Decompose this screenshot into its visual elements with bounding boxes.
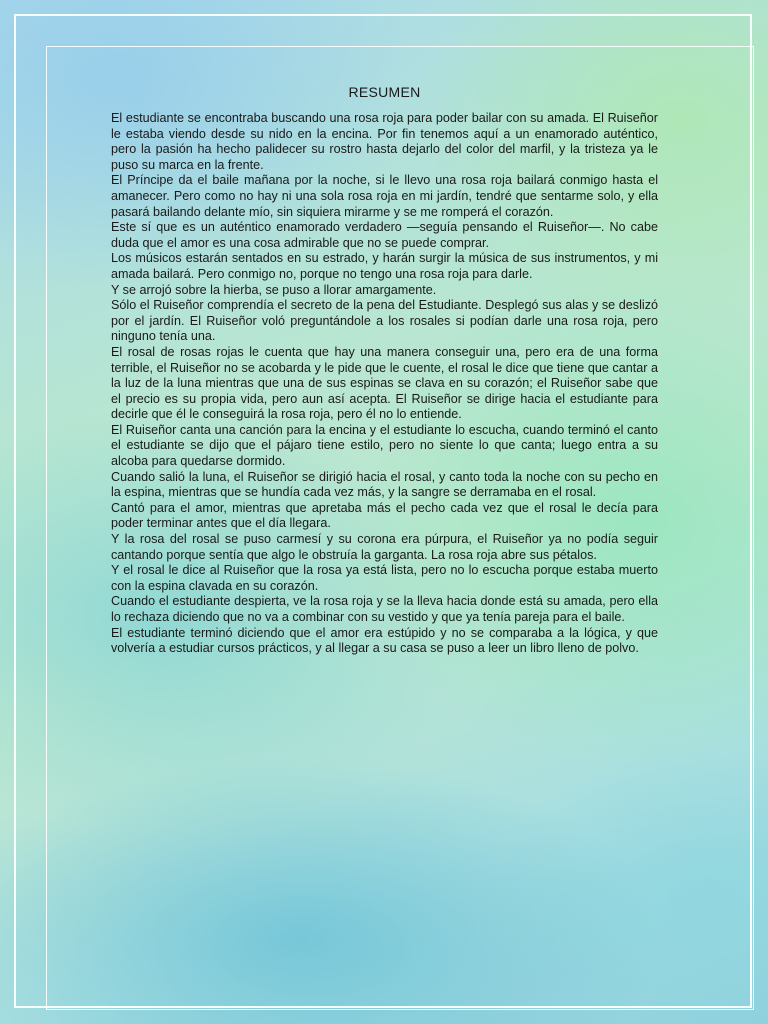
paragraph: Este sí que es un auténtico enamorado verdadero —seguía pensando el Ruiseñor—. No cabe duda que el amor es una cosa admirable que no se puede comprar. [111, 220, 658, 250]
paragraph: Cantó para el amor, mientras que apretaba más el pecho cada vez que el rosal le decía para poder terminar antes que el día llegara. [111, 500, 658, 531]
paragraph: El estudiante se encontraba buscando una rosa roja para poder bailar con su amada. El Ruiseñor le estaba viendo desde su nido en la encina. Por fin tenemos aquí a un enamorado auténtico, pero la pasión ha hecho palidecer su rostro hasta dejarlo del color del marfil, y la tristeza ya le puso su marca en la frente. [111, 111, 658, 172]
paragraph: Cuando el estudiante despierta, ve la rosa roja y se la lleva hacia donde está su amada, pero ella lo rechaza diciendo que no va a combinar con su vestido y que ya tenía pareja para el baile. [111, 594, 658, 624]
paragraph: Sólo el Ruiseñor comprendía el secreto de la pena del Estudiante. Desplegó sus alas y se deslizó por el jardín. El Ruiseñor voló preguntándole a los rosales si podían darle una rosa roja, pero ninguno tenía una. [111, 298, 658, 344]
paragraph: El estudiante terminó diciendo que el amor era estúpido y no se comparaba a la lógica, y que volvería a estudiar cursos prácticos, y al llegar a su casa se puso a leer un libro lleno de polvo. [111, 625, 658, 656]
paragraph: El Ruiseñor canta una canción para la encina y el estudiante lo escucha, cuando terminó el canto el estudiante se dijo que el pájaro tiene estilo, pero no siente lo que canta; luego entra a su alcoba para quedarse dormido. [111, 422, 658, 469]
paragraph: El rosal de rosas rojas le cuenta que hay una manera conseguir una, pero era de una forma terrible, el Ruiseñor no se acobarda y le pide que le cuente, el rosal le dice que tiene que cantar a la luz de la luna mientras que una de sus espinas se clava en su corazón; el Ruiseñor sabe que el precio es su propia vida, pero aun así acepta. El Ruiseñor se dirige hacia el estudiante para decirle que él le conseguirá la rosa roja, pero él no lo entiende. [111, 344, 658, 422]
document-body [111, 84, 658, 657]
paragraph: Y el rosal le dice al Ruiseñor que la rosa ya está lista, pero no lo escucha porque estaba muerto con la espina clavada en su corazón. [111, 563, 658, 593]
document-title: RESUMEN [348, 84, 421, 100]
paragraph: Y la rosa del rosal se puso carmesí y su corona era púrpura, el Ruiseñor ya no podía seguir cantando porque sentía que algo le obstruía la garganta. La rosa roja abre sus pétalos. [111, 532, 658, 562]
paragraph: Cuando salió la luna, el Ruiseñor se dirigió hacia el rosal, y canto toda la noche con su pecho en la espina, mientras que se hundía cada vez más, y la sangre se derramaba en el rosal. [111, 469, 658, 500]
paragraph: Los músicos estarán sentados en su estrado, y harán surgir la música de sus instrumentos, y mi amada bailará. Pero conmigo no, porque no tengo una rosa roja para darle. [111, 251, 658, 281]
paragraph: El Príncipe da el baile mañana por la noche, si le llevo una rosa roja bailará conmigo hasta el amanecer. Pero como no hay ni una sola rosa roja en mi jardín, tendré que sentarme solo, y ella pasará bailando delante mío, sin siquiera mirarme y se me romperá el corazón. [111, 173, 658, 219]
paragraph: Y se arrojó sobre la hierba, se puso a llorar amargamente. [111, 282, 437, 297]
